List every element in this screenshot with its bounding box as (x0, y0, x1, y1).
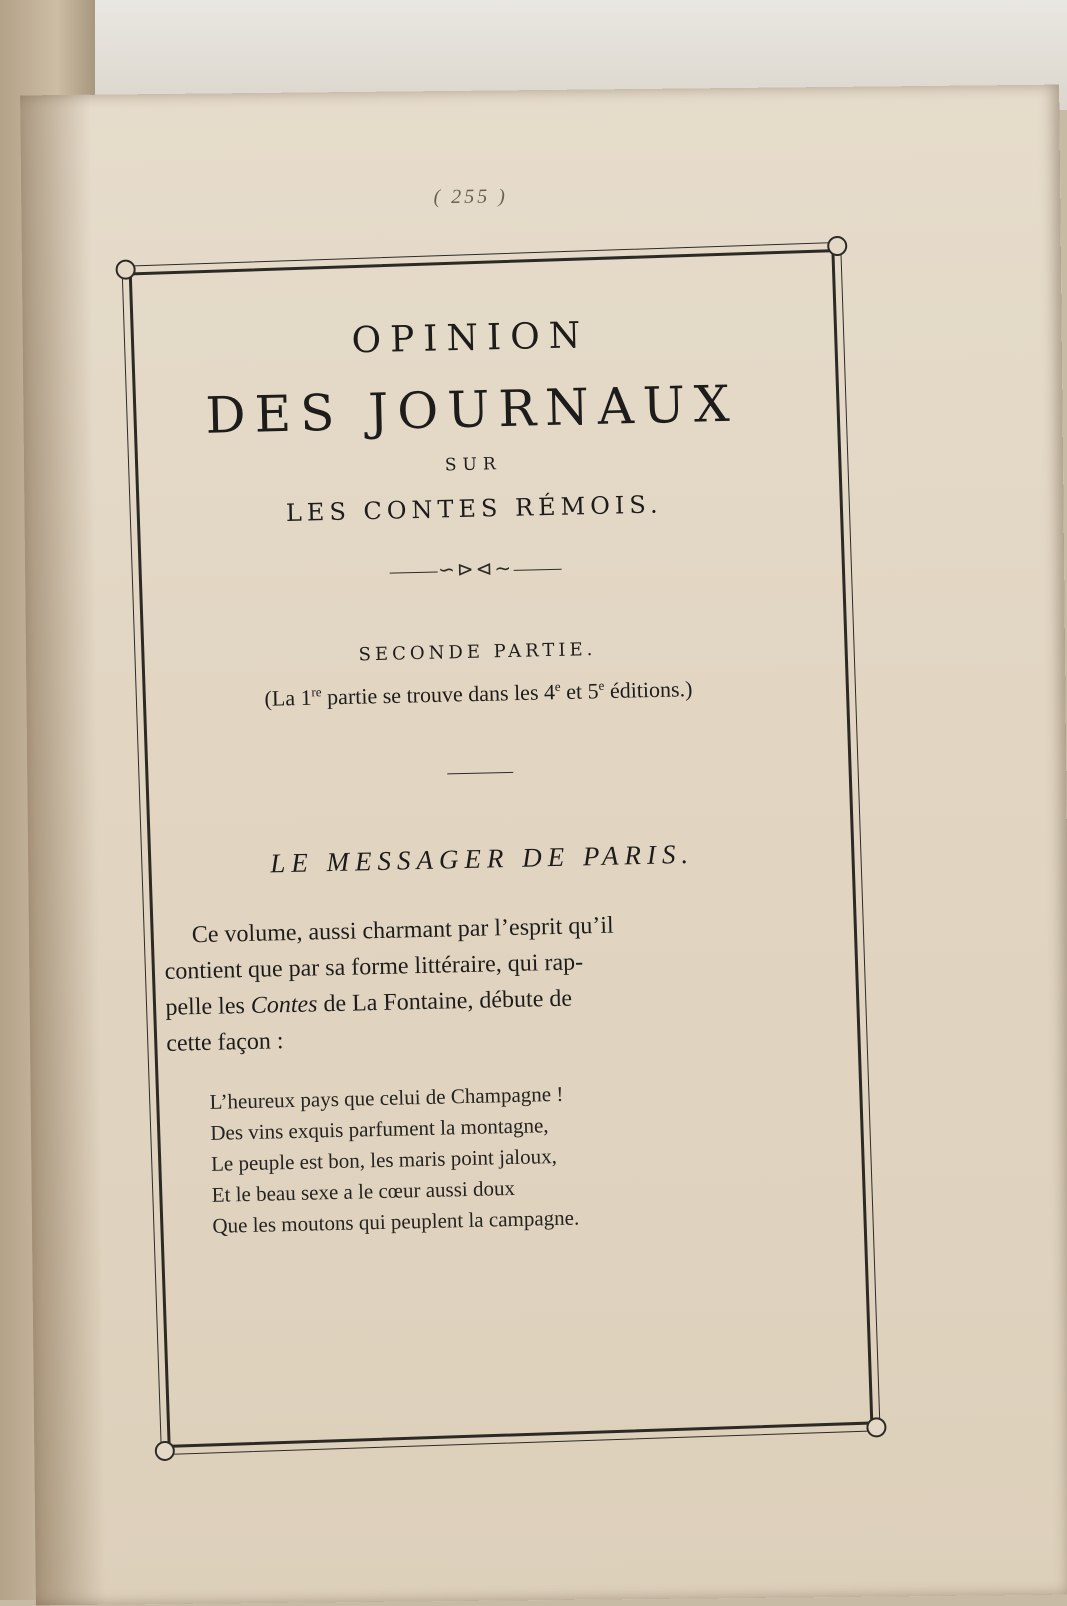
body-paragraph (163, 904, 806, 1062)
poem-line: Que les moutons qui peuplent la campagne. (212, 1205, 580, 1239)
poem-line: L’heureux pays que celui de Champagne ! (209, 1082, 564, 1115)
title-line-2: DES JOURNAUX (204, 374, 740, 445)
journal-heading: LE MESSAGER DE PARIS. (269, 839, 695, 879)
paragraph-line: contient que par sa forme littéraire, qui rap- (164, 949, 584, 986)
divider-line (513, 569, 561, 571)
poem-line: Et le beau sexe a le cœur aussi doux (211, 1176, 516, 1208)
edition-note: (La 1re partie se trouve dans les 4e et 5e éditions.) (264, 676, 693, 711)
paragraph-line: Ce volume, aussi charmant par l’esprit qu’il (191, 912, 614, 949)
title-line-1: OPINION (351, 315, 590, 362)
frame-corner-ornament (866, 1417, 887, 1438)
italic-title: Contes (250, 991, 318, 1020)
section-heading: SECONDE PARTIE. (358, 638, 597, 666)
gutter-shadow (20, 95, 106, 1606)
short-rule (447, 772, 513, 774)
frame-corner-ornament (154, 1441, 175, 1462)
poem-block (209, 1074, 810, 1243)
frame-corner-ornament (827, 236, 848, 257)
paragraph-line: pelle les Contes de La Fontaine, débute de (165, 985, 573, 1022)
poem-line: Le peuple est bon, les maris point jaloux, (210, 1144, 558, 1177)
fleuron-icon: ∽⊳⊲∼ (437, 557, 514, 582)
poem-line: Des vins exquis parfument la montagne, (210, 1113, 549, 1146)
frame-corner-ornament (115, 259, 136, 280)
title-line-4: LES CONTES RÉMOIS. (285, 490, 663, 527)
page-content (150, 310, 811, 1243)
title-line-3: SUR (444, 454, 502, 476)
page-number: ( 255 ) (433, 185, 508, 209)
paragraph-line: cette façon : (166, 1028, 284, 1058)
ornament-divider (155, 549, 795, 589)
divider-line (390, 571, 438, 573)
